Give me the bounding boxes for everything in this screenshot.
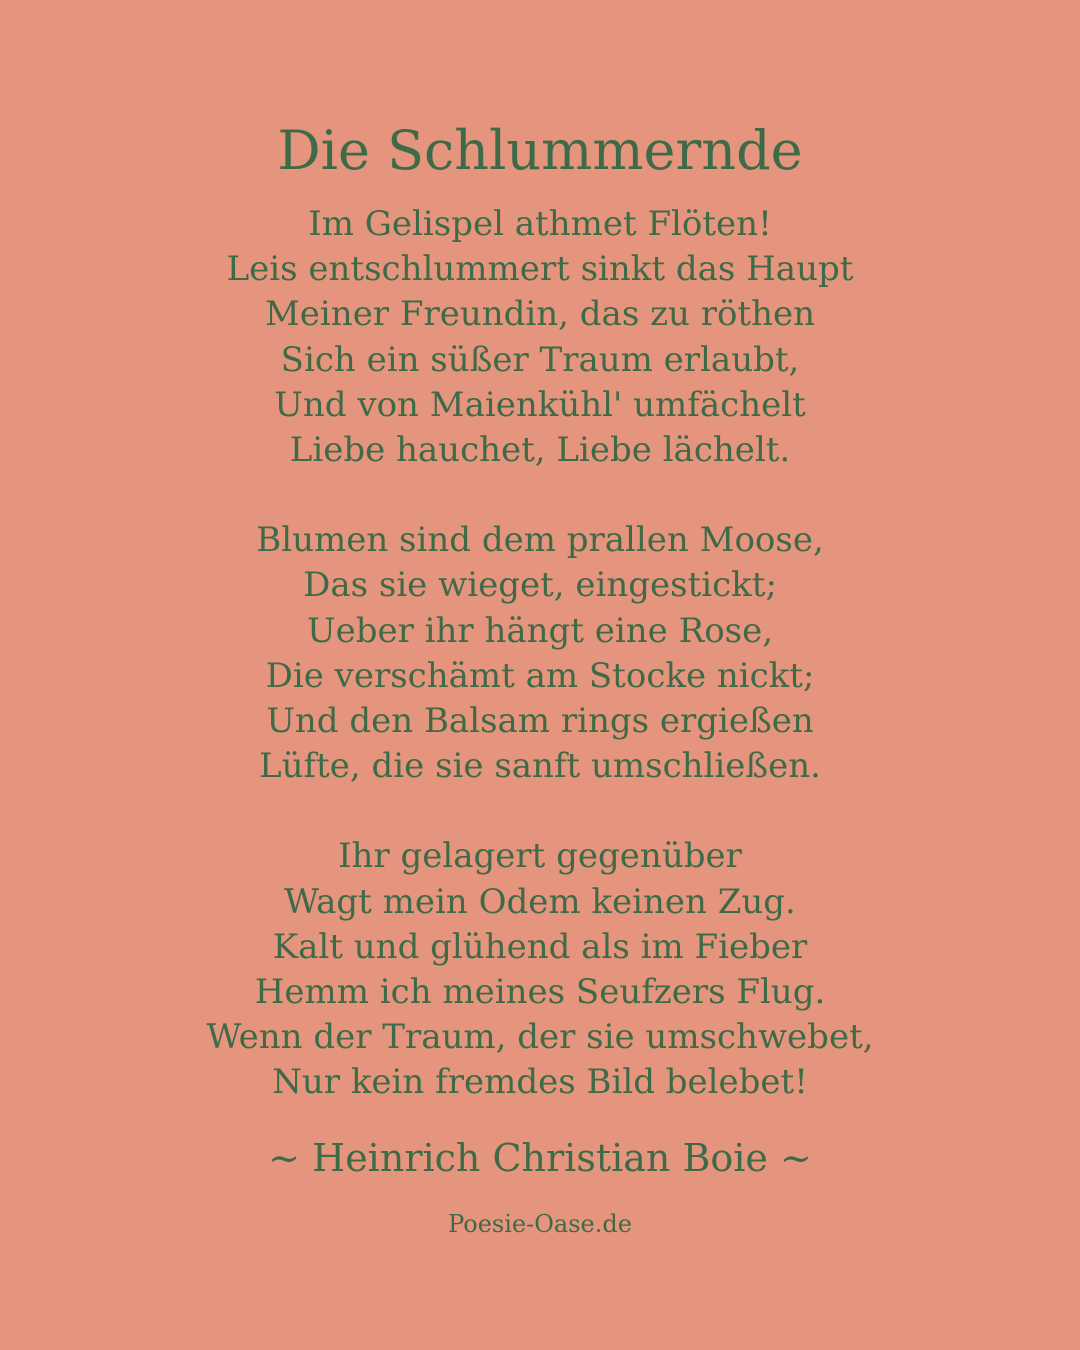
poem-line: Meiner Freundin, das zu röthen xyxy=(264,294,815,335)
source-credit: Poesie-Oase.de xyxy=(448,1210,632,1238)
poem-line: Nur kein fremdes Bild belebet! xyxy=(272,1062,808,1103)
stanza-3 xyxy=(0,834,1080,1105)
poem-line: Liebe hauchet, Liebe lächelt. xyxy=(289,430,791,471)
poem-line: Ihr gelagert gegenüber xyxy=(338,836,742,877)
poem-line: Das sie wieget, eingestickt; xyxy=(303,565,777,606)
poem-author: ~ Heinrich Christian Boie ~ xyxy=(268,1136,812,1180)
stanza-1 xyxy=(0,202,1080,473)
poem-line: Ueber ihr hängt eine Rose, xyxy=(306,610,774,651)
poem-line: Blumen sind dem prallen Moose, xyxy=(256,520,824,561)
poem-line: Und den Balsam rings ergießen xyxy=(266,701,814,742)
poem-line: Leis entschlummert sinkt das Haupt xyxy=(226,249,854,290)
poem-line: Hemm ich meines Seufzers Flug. xyxy=(254,972,826,1013)
poem-line: Im Gelispel athmet Flöten! xyxy=(308,204,772,244)
poem-line: Wenn der Traum, der sie umschwebet, xyxy=(206,1017,874,1058)
stanza-2 xyxy=(0,518,1080,789)
poem-line: Kalt und glühend als im Fieber xyxy=(272,926,808,967)
poem-title: Die Schlummernde xyxy=(277,119,803,182)
poem-body xyxy=(0,202,1080,1151)
poem-line: Sich ein süßer Traum erlaubt, xyxy=(280,339,800,380)
poem-line: Lüfte, die sie sanft umschließen. xyxy=(259,746,821,787)
poem-line: Die verschämt am Stocke nickt; xyxy=(265,655,815,696)
poem-line: Und von Maienkühl' umfächelt xyxy=(274,384,806,425)
poem-line: Wagt mein Odem keinen Zug. xyxy=(284,881,796,922)
